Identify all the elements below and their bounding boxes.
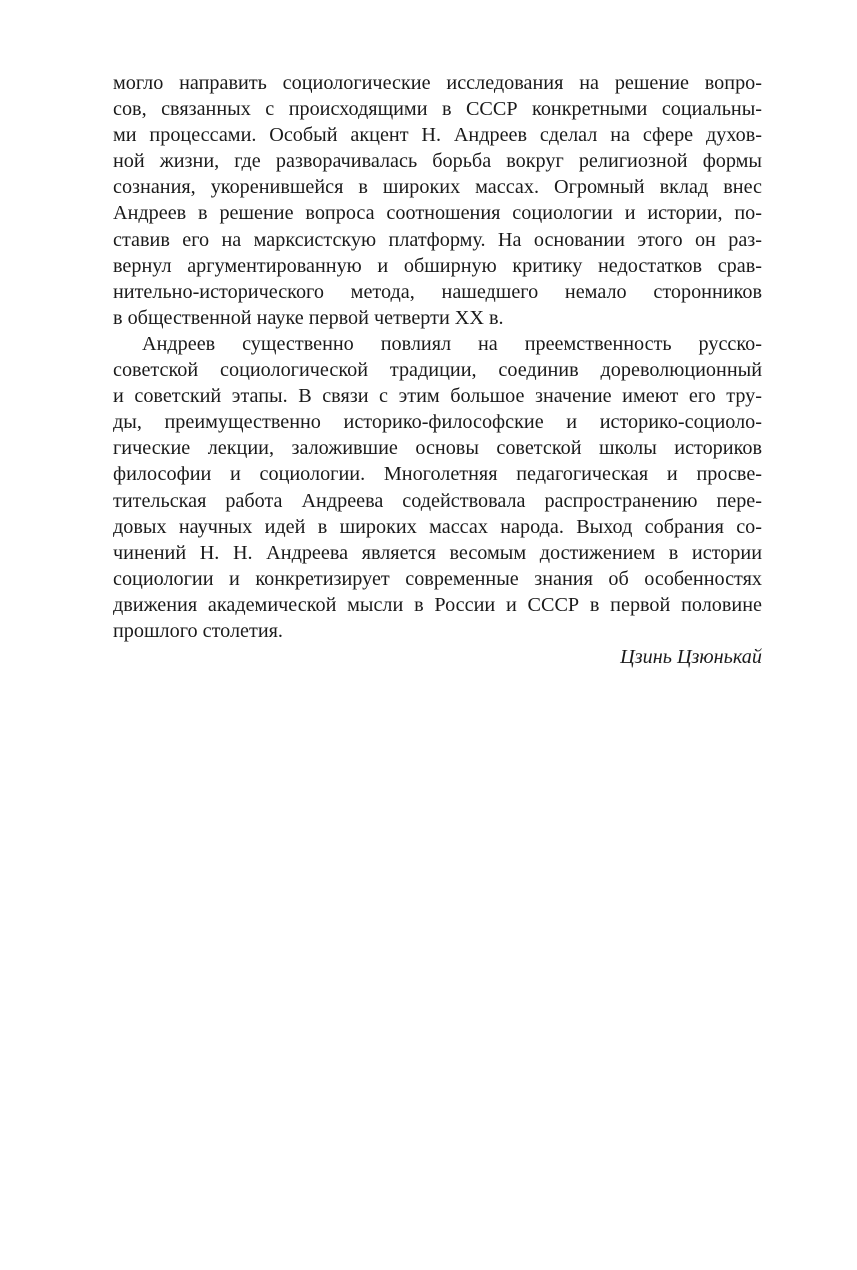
paragraph-1	[113, 70, 762, 331]
paragraph-line: ми процессами. Особый акцент Н. Андреев сделал на сфере духов-	[113, 124, 762, 147]
paragraph-line: ставив его на марксистскую платформу. На основании этого он раз-	[113, 228, 762, 251]
paragraph-line: прошлого столетия.	[113, 619, 283, 642]
paragraph-line: философии и социологии. Многолетняя педагогическая и просве-	[113, 463, 762, 486]
paragraph-line: движения академической мысли в России и СССР в первой половине	[113, 593, 762, 616]
paragraph-line: тительская работа Андреева содействовала распространению пере-	[113, 489, 762, 512]
paragraph-2	[113, 331, 762, 644]
paragraph-line: довых научных идей в широких массах народа. Выход собрания со-	[113, 515, 762, 538]
paragraph-line: социологии и конкретизирует современные знания об особенностях	[113, 567, 762, 590]
paragraph-line: в общественной науке первой четверти XX в.	[113, 306, 504, 329]
page-body	[113, 70, 762, 670]
paragraph-line: сов, связанных с происходящими в СССР конкретными социальны-	[113, 98, 762, 121]
paragraph-line: Андреев в решение вопроса соотношения социологии и истории, по-	[113, 202, 762, 225]
paragraph-line: ной жизни, где разворачивалась борьба вокруг религиозной формы	[113, 150, 762, 173]
paragraph-line: вернул аргументированную и обширную критику недостатков срав-	[113, 254, 762, 277]
paragraph-line: нительно-исторического метода, нашедшего немало сторонников	[113, 280, 762, 303]
paragraph-line: Андреев существенно повлиял на преемственность русско-	[142, 332, 762, 355]
paragraph-line: гические лекции, заложившие основы советской школы историков	[113, 437, 762, 460]
author-signature: Цзинь Цзюнькай	[620, 646, 762, 669]
paragraph-line: могло направить социологические исследования на решение вопро-	[113, 72, 762, 94]
paragraph-line: и советский этапы. В связи с этим большое значение имеют его тру-	[113, 385, 762, 408]
paragraph-line: чинений Н. Н. Андреева является весомым достижением в истории	[113, 541, 762, 564]
paragraph-line: советской социологической традиции, соединив дореволюционный	[113, 359, 762, 382]
paragraph-line: ды, преимущественно историко-философские и историко-социоло-	[113, 411, 762, 434]
paragraph-line: сознания, укоренившейся в широких массах. Огромный вклад внес	[113, 176, 762, 199]
